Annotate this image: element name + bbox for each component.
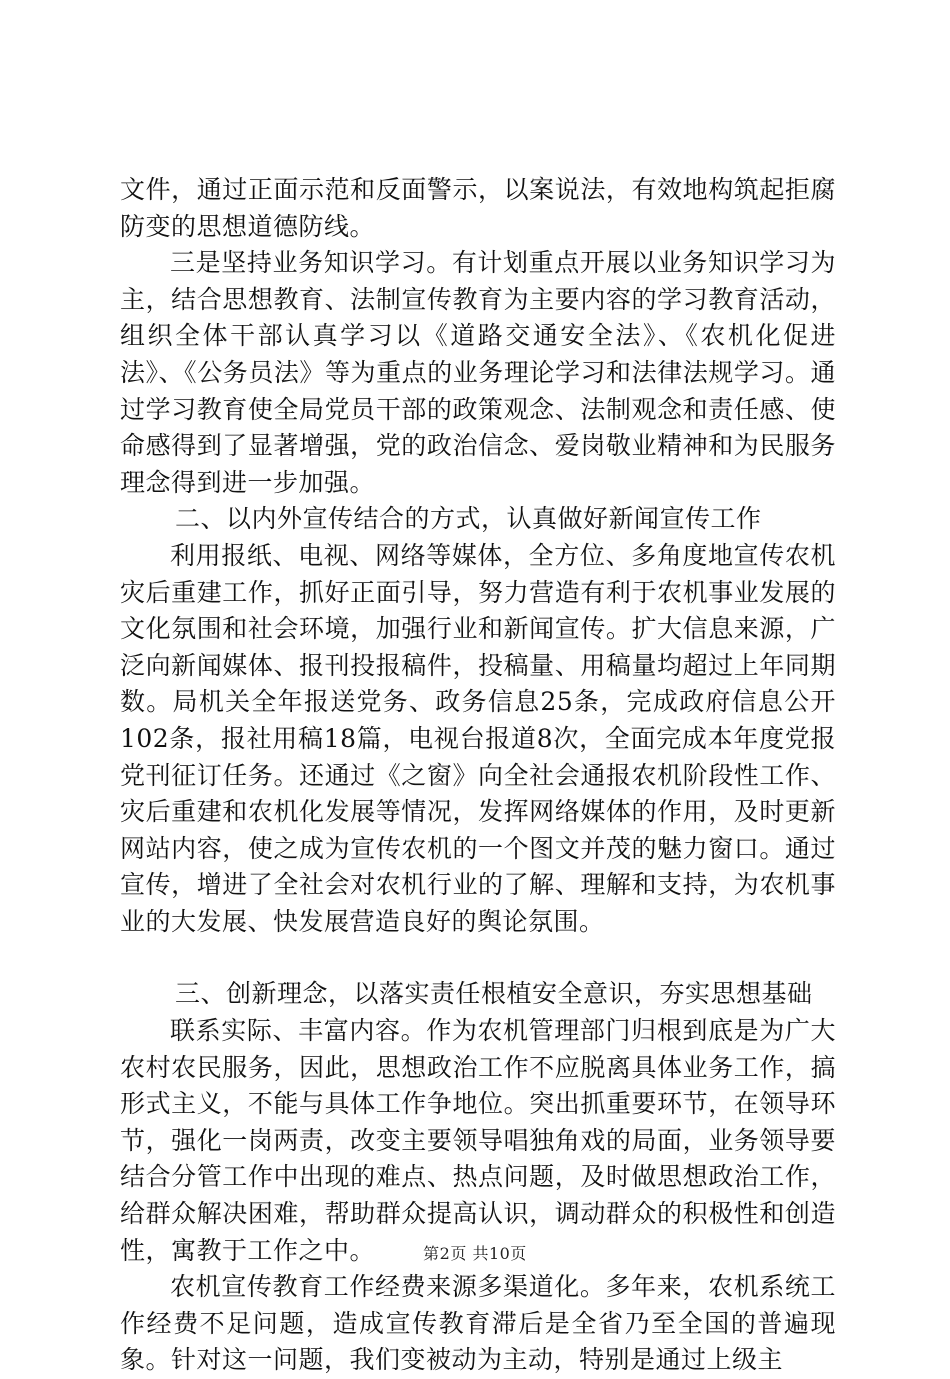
paragraph-funding-sources: 农机宣传教育工作经费来源多渠道化。多年来，农机系统工作经费不足问题，造成宣传教育滞后是全省乃至全国的普遍现象。针对这一问题，我们变被动为主动，特别是通过上级主 xyxy=(120,1272,836,1375)
paragraph-continuation: 文件，通过正面示范和反面警示，以案说法，有效地构筑起拒腐防变的思想道德防线。 xyxy=(120,175,836,241)
page-footer: 第2页 共10页 xyxy=(423,1244,527,1263)
section-heading-innovation: 三、创新理念，以落实责任根植安全意识，夯实思想基础 xyxy=(175,979,813,1009)
paragraph-gap xyxy=(120,940,836,976)
paragraph-practical-content: 联系实际、丰富内容。作为农机管理部门归根到底是为广大农村农民服务，因此，思想政治工作不应脱离具体业务工作，搞形式主义，不能与具体工作争地位。突出抓重要环节，在领导环节，强化一岗两责，改变主要领导唱独角戏的局面，业务领导要结合分管工作中出现的难点、热点问题，及时做思想政治工作，给群众解决困难，帮助群众提高认识，调动群众的积极性和创造性，寓教于工作之中。 xyxy=(120,1016,836,1265)
paragraph-media-publicity: 利用报纸、电视、网络等媒体，全方位、多角度地宣传农机灾后重建工作，抓好正面引导，努力营造有利于农机事业发展的文化氛围和社会环境，加强行业和新闻宣传。扩大信息来源，广泛向新闻媒体、报刊投报稿件，投稿量、用稿量均超过上年同期数。局机关全年报送党务、政务信息25条，完成政府信息公开102条，报社用稿18篇，电视台报道8次，全面完成本年度党报党刊征订任务。还通过《之窗》向全社会通报农机阶段性工作、灾后重建和农机化发展等情况，发挥网络媒体的作用，及时更新网站内容，使之成为宣传农机的一个图文并茂的魅力窗口。通过宣传，增进了全社会对农机行业的了解、理解和支持，为农机事业的大发展、快发展营造良好的舆论氛围。 xyxy=(120,540,836,936)
section-heading-news-publicity: 二、以内外宣传结合的方式，认真做好新闻宣传工作 xyxy=(175,504,762,534)
document-body xyxy=(120,172,836,1379)
paragraph-business-study: 三是坚持业务知识学习。有计划重点开展以业务知识学习为主，结合思想教育、法制宣传教育为主要内容的学习教育活动，组织全体干部认真学习以《道路交通安全法》、《农机化促进法》、《公务员法》等为重点的业务理论学习和法律法规学习。通过学习教育使全局党员干部的政策观念、法制观念和责任感、使命感得到了显著增强，党的政治信念、爱岗敬业精神和为民服务理念得到进一步加强。 xyxy=(120,248,836,497)
